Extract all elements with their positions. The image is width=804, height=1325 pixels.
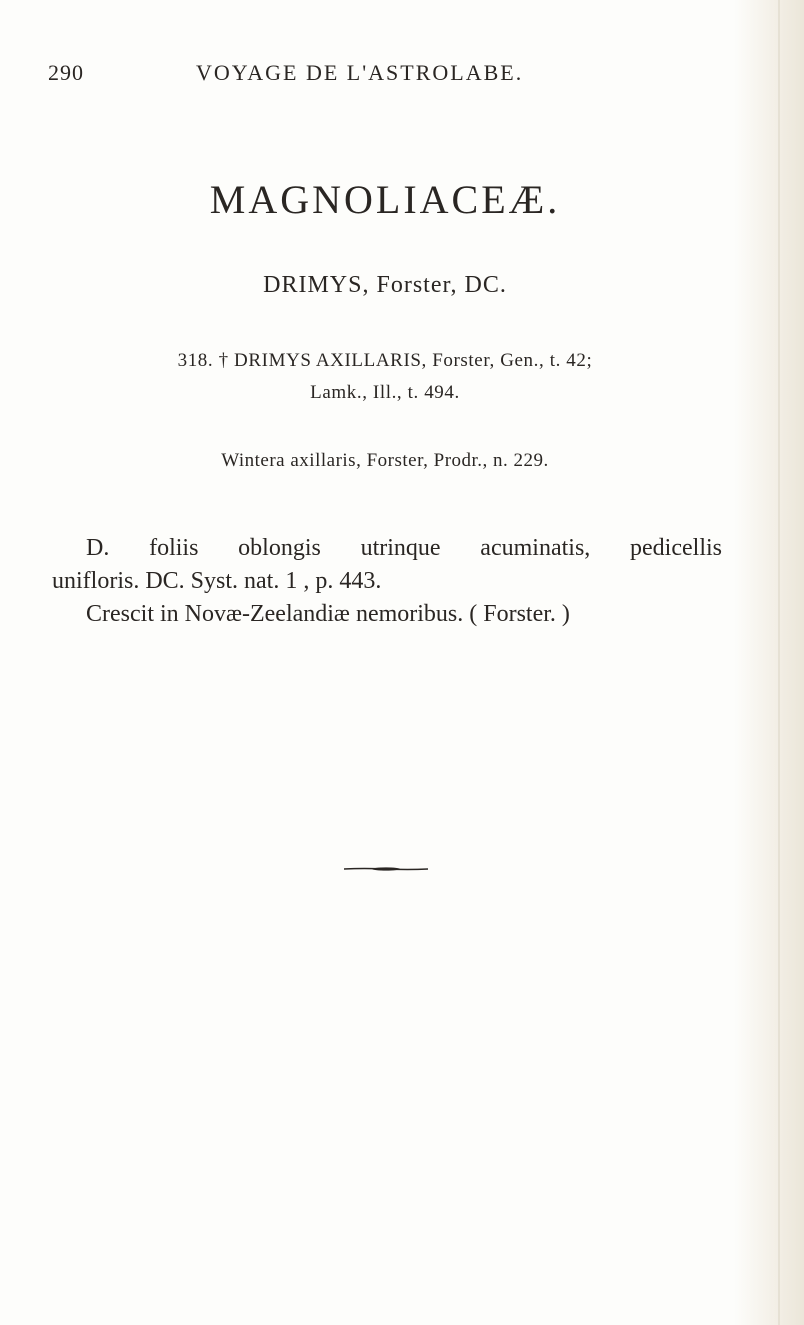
species-entry-line-2: Lamk., Ill., t. 494. (310, 382, 460, 403)
species-entry-line-1: 318. † DRIMYS AXILLARIS, Forster, Gen., t. 42; (177, 350, 593, 371)
end-ornament (344, 866, 428, 872)
species-description (52, 532, 722, 631)
page-edge-line (778, 0, 780, 1325)
genus-heading: DRIMYS, Forster, DC. (263, 272, 507, 298)
species-entry (0, 345, 770, 409)
description-line-2: unifloris. DC. Syst. nat. 1 , p. 443. (52, 568, 382, 594)
running-title: VOYAGE DE L'ASTROLABE. (196, 60, 524, 85)
description-line-3: Crescit in Novæ-Zeelandiæ nemoribus. ( Forster. ) (86, 601, 570, 627)
synonym-line: Wintera axillaris, Forster, Prodr., n. 229. (221, 450, 549, 471)
family-title: MAGNOLIACEÆ. (209, 177, 561, 222)
page-number: 290 (48, 60, 84, 85)
description-line-1: D. foliis oblongis utrinque acuminatis, pedicellis (86, 535, 722, 561)
